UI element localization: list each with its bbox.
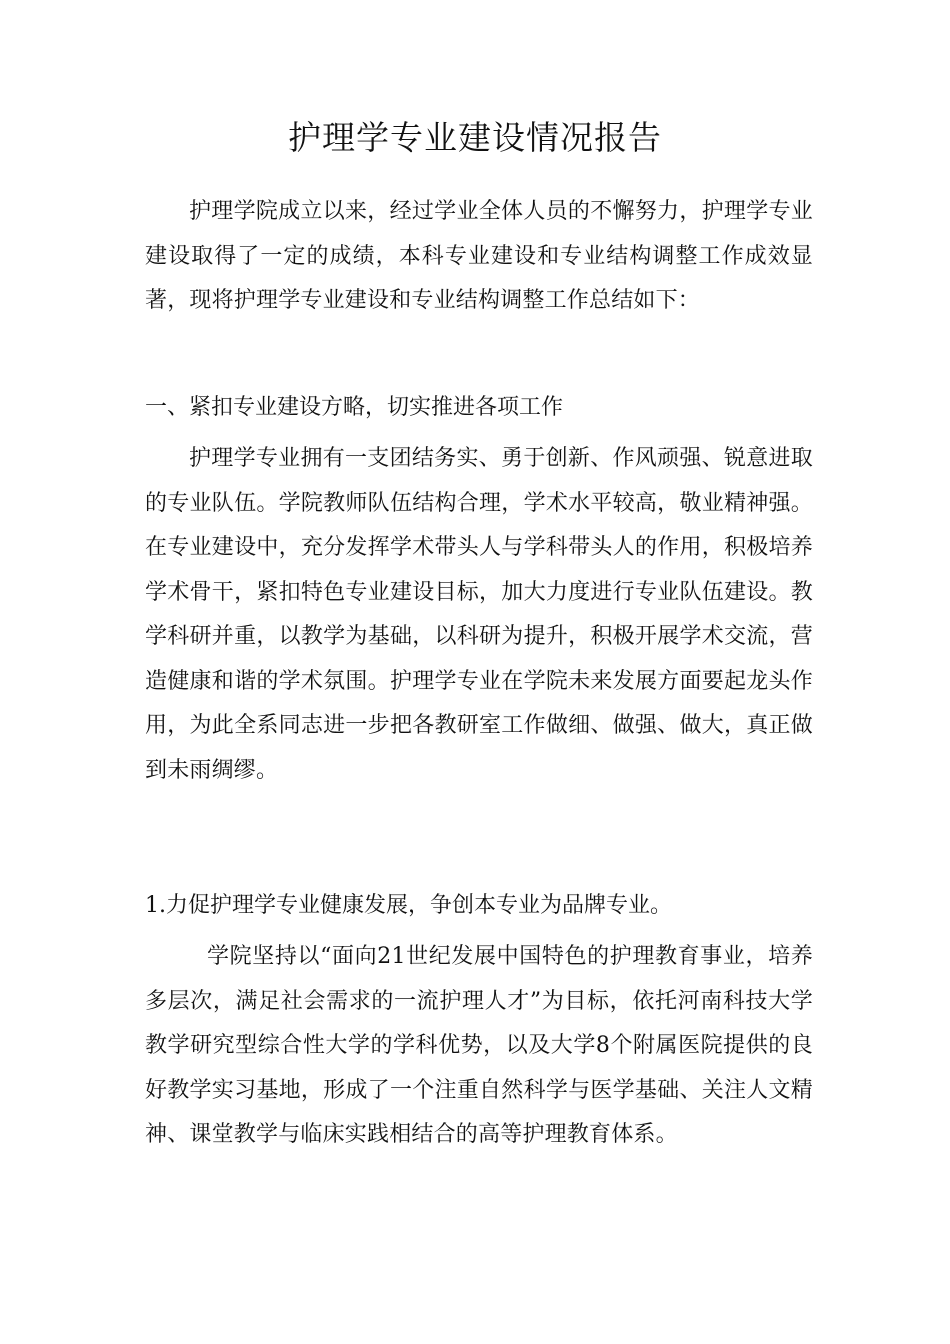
subsection-paragraph: 学院坚持以“面向21世纪发展中国特色的护理教育事业，培养多层次，满足社会需求的一流护理人才”为目标，依托河南科技大学教学研究型综合性大学的学科优势，以及大学8个附属医院提供的良好教学实习基地，形成了一个注重自然科学与医学基础、关注人文精神、课堂教学与临床实践相结合的高等护理教育体系。 (145, 944, 813, 1147)
subsection-heading: 1.力促护理学专业健康发展，争创本专业为品牌专业。 (145, 893, 672, 918)
intro-paragraph: 护理学院成立以来，经过学业全体人员的不懈努力，护理学专业建设取得了一定的成绩，本科专业建设和专业结构调整工作成效显著，现将护理学专业建设和专业结构调整工作总结如下： (145, 199, 813, 313)
section-heading: 一、紧扣专业建设方略，切实推进各项工作 (145, 395, 564, 420)
document-title: 护理学专业建设情况报告 (288, 118, 662, 157)
section-paragraph: 护理学专业拥有一支团结务实、勇于创新、作风顽强、锐意进取的专业队伍。学院教师队伍结构合理，学术水平较高，敬业精神强。在专业建设中，充分发挥学术带头人与学科带头人的作用，积极培养学术骨干，紧扣特色专业建设目标，加大力度进行专业队伍建设。教学科研并重，以教学为基础，以科研为提升，积极开展学术交流，营造健康和谐的学术氛围。护理学专业在学院未来发展方面要起龙头作用，为此全系同志进一步把各教研室工作做细、做强、做大，真正做到未雨绸缪。 (145, 446, 813, 783)
